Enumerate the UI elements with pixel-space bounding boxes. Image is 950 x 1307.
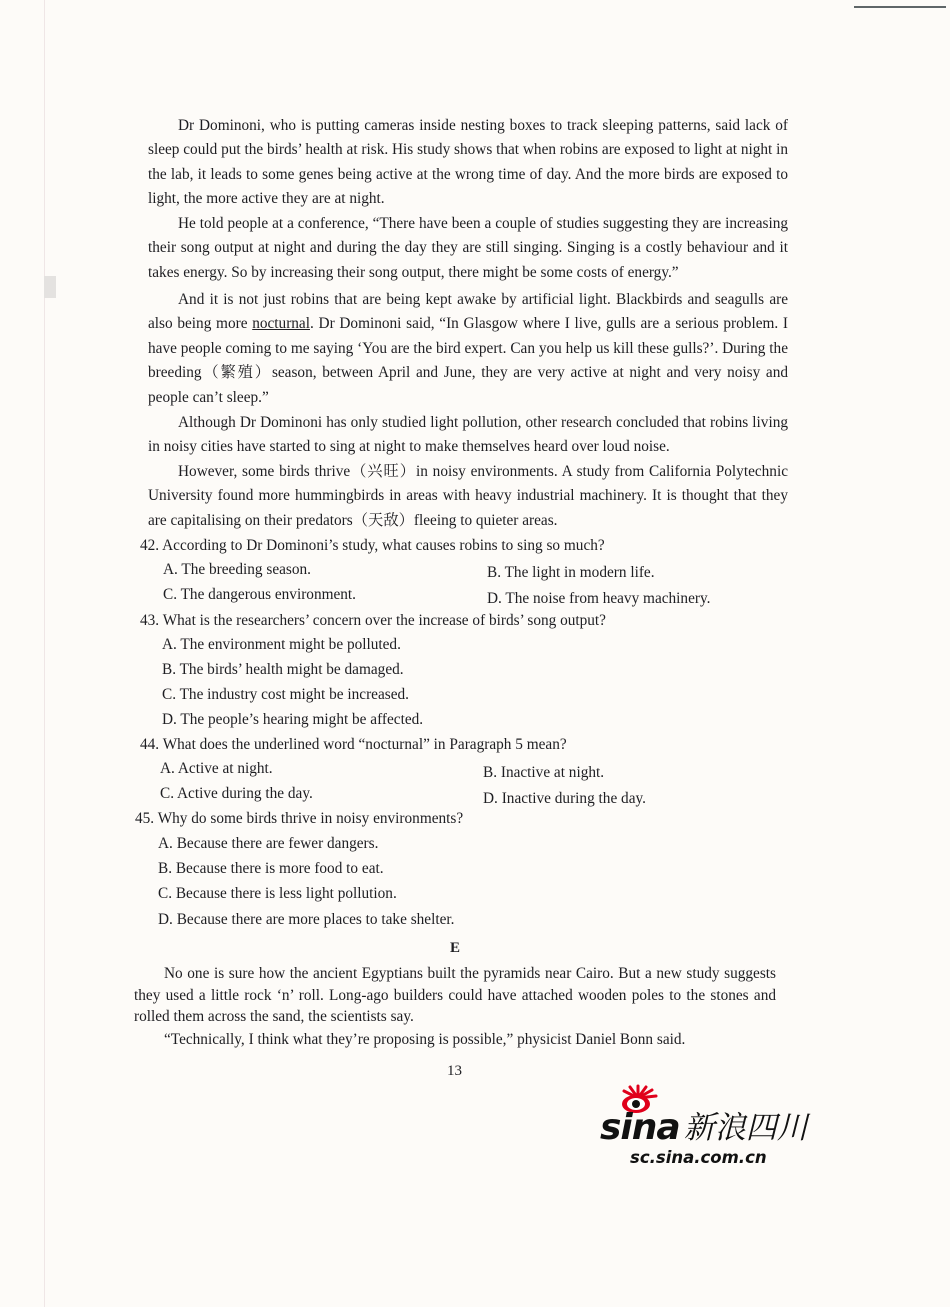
option-b[interactable]: B. Because there is more food to eat. — [158, 860, 384, 877]
option-d[interactable]: D. Because there are more places to take shelter. — [158, 911, 455, 928]
question-stem: 45. Why do some birds thrive in noisy environments? — [135, 810, 464, 827]
option-a[interactable]: A. The environment might be polluted. — [162, 636, 401, 653]
question-stem: 43. What is the researchers’ concern over the increase of birds’ song output? — [140, 612, 606, 629]
option-a[interactable]: A. Active at night. — [160, 760, 273, 777]
passage-d-paragraph-4: Although Dr Dominoni has only studied light pollution, other research concluded that robins living in noisy cities have started to sing at night to make themselves heard over loud noise. — [148, 414, 788, 456]
paragraph-text: And it is not just robins that are being kept awake by artificial light. Blackbirds and seagulls are also being more — [148, 291, 788, 333]
passage-e-paragraph-1: No one is sure how the ancient Egyptians built the pyramids near Cairo. But a new study suggests they used a little rock ‘n’ roll. Long-ago builders could have attached wooden poles to the stones and rolled them across the sand, the scientists say. — [134, 965, 776, 1025]
logo-brand-cn: 新浪四川 — [683, 1110, 808, 1146]
option-c[interactable]: C. Because there is less light pollution. — [158, 885, 397, 902]
option-c[interactable]: C. Active during the day. — [160, 785, 313, 802]
option-a[interactable]: A. The breeding season. — [163, 561, 311, 578]
section-heading-e: E — [450, 940, 461, 956]
passage-d-paragraph-3 — [148, 288, 788, 410]
option-d[interactable]: D. The people’s hearing might be affected. — [162, 711, 424, 728]
option-b[interactable]: B. Inactive at night. — [483, 764, 605, 781]
option-a[interactable]: A. Because there are fewer dangers. — [158, 835, 379, 852]
logo-wordmark — [600, 1106, 808, 1146]
paragraph-text: . Dr Dominoni said, “In Glasgow where I live, gulls are a serious problem. I have people coming to me saying ‘You are the bird expert. Can you help us kill these gulls?’. During the breeding（繁殖）season, between April and June, they are very active at night and very noisy and people can’t sleep.” — [148, 315, 789, 406]
option-d[interactable]: D. Inactive during the day. — [483, 790, 646, 807]
passage-e-paragraph-2: “Technically, I think what they’re proposing is possible,” physicist Daniel Bonn said. — [164, 1031, 686, 1048]
passage-d-paragraph-1: Dr Dominoni, who is putting cameras inside nesting boxes to track sleeping patterns, said lack of sleep could put the birds’ health at risk. His study shows that when robins are exposed to light at night in the lab, it leads to some genes being active at the wrong time of day. And the more birds are exposed to light, the more active they are at night. — [148, 117, 788, 208]
question-stem: 44. What does the underlined word “nocturnal” in Paragraph 5 mean? — [140, 736, 567, 753]
option-c[interactable]: C. The industry cost might be increased. — [162, 686, 409, 703]
option-d[interactable]: D. The noise from heavy machinery. — [487, 590, 711, 607]
passage-d-paragraph-2: He told people at a conference, “There have been a couple of studies suggesting they are increasing their song output at night and during the day they are still singing. Singing is a costly behaviour and it takes energy. So by increasing their song output, there might be some costs of energy.” — [148, 215, 788, 281]
underlined-word-nocturnal: nocturnal — [252, 315, 310, 333]
question-stem: 42. According to Dr Dominoni’s study, what causes robins to sing so much? — [140, 537, 605, 554]
logo-brand: sina — [600, 1107, 680, 1148]
passage-d-paragraph-5: However, some birds thrive（兴旺）in noisy environments. A study from California Polytechnic University found more hummingbirds in areas with heavy industrial machinery. It is thought that they are capitalising on their predators（天敌）fleeing to quieter areas. — [148, 463, 788, 529]
sina-watermark-logo — [600, 1092, 850, 1172]
option-b[interactable]: B. The light in modern life. — [487, 564, 655, 581]
page-number: 13 — [447, 1063, 462, 1079]
option-b[interactable]: B. The birds’ health might be damaged. — [162, 661, 404, 678]
option-c[interactable]: C. The dangerous environment. — [163, 586, 357, 603]
logo-url: sc.sina.com.cn — [630, 1148, 767, 1167]
